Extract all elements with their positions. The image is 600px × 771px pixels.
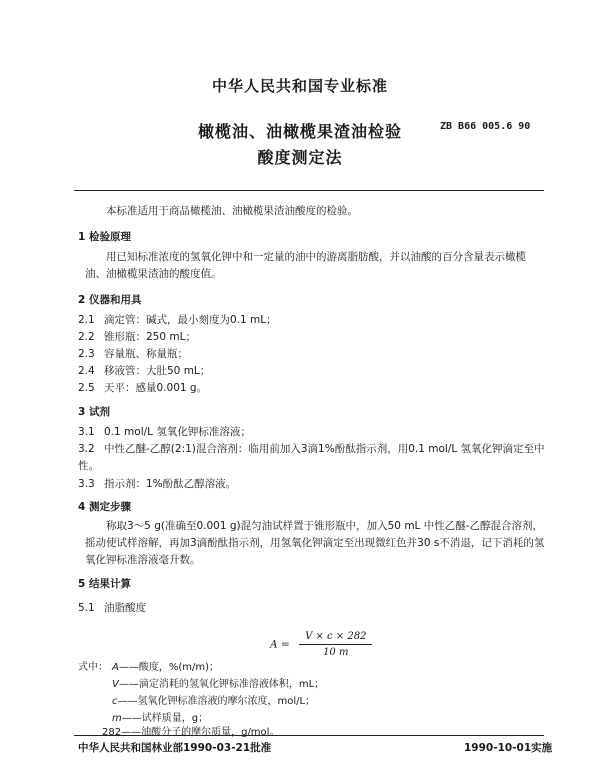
list-item: 2.1 滴定管：碱式，最小刻度为0.1 mL； [78, 314, 277, 326]
formula-variable: V——滴定消耗的氢氧化钾标准溶液体积，mL； [112, 679, 325, 690]
top-divider [74, 190, 544, 191]
document-title-line1: 橄榄油、油橄榄果渣油检验 [197, 122, 402, 141]
document-title-line2: 酸度测定法 [257, 148, 343, 167]
list-item: 3.1 0.1 mol/L 氢氧化钾标准溶液； [78, 426, 251, 438]
section-3-heading: 3 试剂 [78, 406, 110, 418]
formula-variable: 282——油酸分子的摩尔质量，g/mol。 [102, 727, 280, 738]
acidity-formula [270, 631, 372, 658]
effective-date: 1990-10-01实施 [464, 742, 553, 754]
section-1-heading: 1 检验原理 [78, 231, 131, 243]
formula-denominator: 10 m [323, 647, 349, 658]
bottom-divider [74, 735, 544, 736]
formula-variable: A——酸度，%(m/m)； [112, 662, 219, 673]
formula-fraction [299, 631, 372, 658]
section-1-body: 用已知标准浓度的氢氧化钾中和一定量的油中的游离脂肪酸，并以油酸的百分含量表示橄榄油、油橄榄果渣油的酸度值。 [85, 251, 526, 280]
approval-line: 中华人民共和国林业部1990-03-21批准 [78, 742, 272, 754]
list-item: 3.2 中性乙醚-乙醇(2:1)混合溶剂：临用前加入3滴1%酚酞指示剂，用0.1 mol/L 氢氧化钾滴定至中性。 [78, 443, 545, 472]
formula-lhs: A = [270, 638, 290, 651]
list-item: 2.2 锥形瓶：250 mL； [78, 331, 196, 343]
list-item: 3.3 指示剂：1%酚酞乙醇溶液。 [78, 478, 237, 490]
issuing-authority: 中华人民共和国专业标准 [211, 77, 388, 95]
section-4-body: 称取3～5 g(准确至0.001 g)混匀油试样置于锥形瓶中，加入50 mL 中性乙醚-乙醇混合溶剂，摇动使试样溶解，再加3滴酚酞指示剂，用氢氧化钾滴定至出现微红色并30 s不消退，记下消耗的氢氧化钾标准溶液毫升数。 [85, 520, 545, 566]
standard-number: ZB B66 005.6 90 [440, 121, 531, 132]
formula-numerator: V × c × 282 [299, 631, 372, 645]
list-item: 2.3 容量瓶、称量瓶； [78, 348, 188, 360]
section-2-heading: 2 仪器和用具 [78, 294, 142, 306]
formula-variable: m——试样质量，g； [112, 713, 209, 724]
subsection-5-1: 5.1 油脂酸度 [78, 602, 146, 614]
formula-legend-label: 式中： [78, 662, 108, 673]
intro-paragraph: 本标准适用于商品橄榄油、油橄榄果渣油酸度的检验。 [106, 205, 358, 217]
list-item: 2.5 天平：感量0.001 g。 [78, 382, 208, 394]
section-4-heading: 4 测定步骤 [78, 501, 131, 513]
formula-variable: c——氢氧化钾标准溶液的摩尔浓度，mol/L； [112, 696, 316, 707]
list-item: 2.4 移液管：大肚50 mL； [78, 365, 211, 377]
section-5-heading: 5 结果计算 [78, 578, 131, 590]
